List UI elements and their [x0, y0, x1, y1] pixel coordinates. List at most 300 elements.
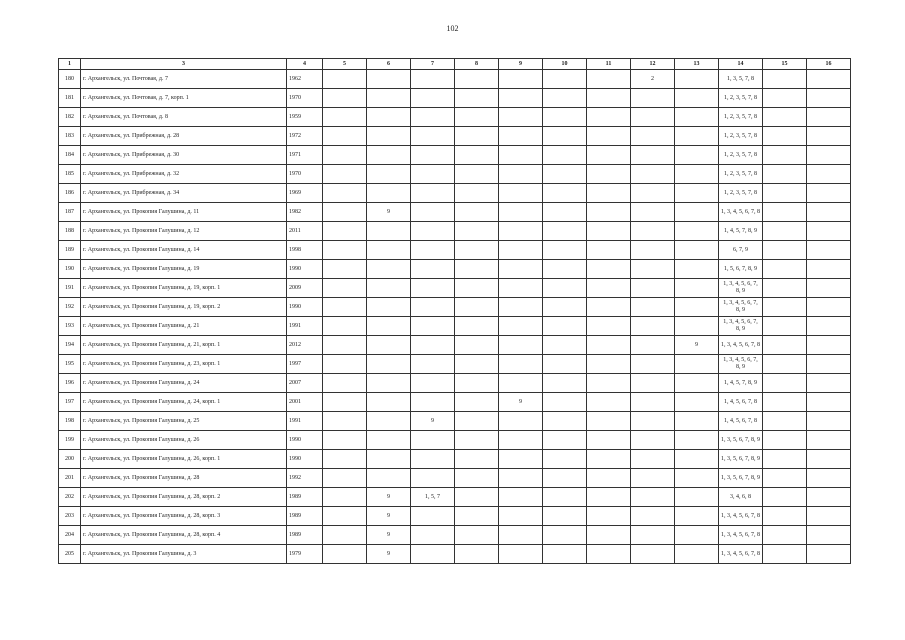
- address-cell: г. Архангельск, ул. Прибрежная, д. 28: [81, 127, 287, 146]
- value-cell: [587, 393, 631, 412]
- address-cell: г. Архангельск, ул. Прокопия Галушина, д. 26, корп. 1: [81, 450, 287, 469]
- value-cell: [807, 298, 851, 317]
- row-number-cell: 202: [59, 488, 81, 507]
- value-cell: [675, 488, 719, 507]
- value-cell: [807, 526, 851, 545]
- row-number-cell: 181: [59, 89, 81, 108]
- value-cell: [587, 203, 631, 222]
- value-cell: [763, 450, 807, 469]
- row-number-cell: 187: [59, 203, 81, 222]
- value-cell: [367, 89, 411, 108]
- value-cell: [675, 469, 719, 488]
- value-cell: [455, 355, 499, 374]
- value-cell: [323, 469, 367, 488]
- value-cell: [631, 317, 675, 336]
- value-cell: [763, 279, 807, 298]
- value-cell: [323, 184, 367, 203]
- value-cell: [411, 298, 455, 317]
- codes-cell: 1, 3, 4, 5, 6, 7, 8: [719, 526, 763, 545]
- value-cell: [763, 355, 807, 374]
- value-cell: [455, 279, 499, 298]
- value-cell: [587, 488, 631, 507]
- row-number-cell: 191: [59, 279, 81, 298]
- value-cell: [807, 89, 851, 108]
- value-cell: [367, 431, 411, 450]
- value-cell: [499, 355, 543, 374]
- value-cell: [543, 70, 587, 89]
- value-cell: [587, 222, 631, 241]
- value-cell: [367, 184, 411, 203]
- value-cell: [499, 317, 543, 336]
- value-cell: [455, 222, 499, 241]
- value-cell: [411, 355, 455, 374]
- value-cell: [455, 70, 499, 89]
- codes-cell: 1, 4, 5, 7, 8, 9: [719, 222, 763, 241]
- value-cell: [631, 545, 675, 564]
- address-cell: г. Архангельск, ул. Прокопия Галушина, д. 21, корп. 1: [81, 336, 287, 355]
- value-cell: [631, 469, 675, 488]
- value-cell: [543, 526, 587, 545]
- value-cell: [807, 488, 851, 507]
- row-number-cell: 201: [59, 469, 81, 488]
- value-cell: [543, 184, 587, 203]
- value-cell: [367, 279, 411, 298]
- address-cell: г. Архангельск, ул. Прокопия Галушина, д. 11: [81, 203, 287, 222]
- value-cell: [411, 260, 455, 279]
- value-cell: [763, 317, 807, 336]
- address-cell: г. Архангельск, ул. Прокопия Галушина, д. 26: [81, 431, 287, 450]
- year-cell: 1982: [287, 203, 323, 222]
- value-cell: [675, 108, 719, 127]
- year-cell: 1970: [287, 89, 323, 108]
- table-row: [59, 70, 851, 89]
- codes-cell: 1, 4, 5, 7, 8, 9: [719, 374, 763, 393]
- codes-cell: 1, 3, 4, 5, 6, 7, 8, 9: [719, 317, 763, 336]
- codes-cell: 3, 4, 6, 8: [719, 488, 763, 507]
- row-number-cell: 192: [59, 298, 81, 317]
- value-cell: [499, 526, 543, 545]
- value-cell: 9: [411, 412, 455, 431]
- value-cell: [807, 469, 851, 488]
- table-row: [59, 431, 851, 450]
- value-cell: [367, 393, 411, 412]
- value-cell: [499, 70, 543, 89]
- value-cell: [499, 279, 543, 298]
- codes-cell: 1, 2, 3, 5, 7, 8: [719, 127, 763, 146]
- year-cell: 1990: [287, 450, 323, 469]
- codes-cell: 1, 3, 4, 5, 6, 7, 8, 9: [719, 279, 763, 298]
- address-cell: г. Архангельск, ул. Прокопия Галушина, д. 28, корп. 2: [81, 488, 287, 507]
- codes-cell: 1, 2, 3, 5, 7, 8: [719, 165, 763, 184]
- value-cell: [763, 393, 807, 412]
- value-cell: [675, 184, 719, 203]
- address-cell: г. Архангельск, ул. Почтовая, д. 8: [81, 108, 287, 127]
- year-cell: 1992: [287, 469, 323, 488]
- table-row: [59, 412, 851, 431]
- value-cell: [499, 146, 543, 165]
- year-cell: 1998: [287, 241, 323, 260]
- value-cell: [763, 146, 807, 165]
- value-cell: [631, 336, 675, 355]
- value-cell: [411, 374, 455, 393]
- value-cell: [763, 222, 807, 241]
- row-number-cell: 182: [59, 108, 81, 127]
- value-cell: [455, 260, 499, 279]
- value-cell: [543, 108, 587, 127]
- row-number-cell: 184: [59, 146, 81, 165]
- year-cell: 1959: [287, 108, 323, 127]
- value-cell: [543, 260, 587, 279]
- value-cell: [543, 545, 587, 564]
- address-cell: г. Архангельск, ул. Прокопия Галушина, д. 25: [81, 412, 287, 431]
- value-cell: [411, 70, 455, 89]
- value-cell: [587, 374, 631, 393]
- value-cell: [763, 412, 807, 431]
- value-cell: [807, 260, 851, 279]
- value-cell: [631, 298, 675, 317]
- value-cell: [499, 374, 543, 393]
- codes-cell: 1, 2, 3, 5, 7, 8: [719, 108, 763, 127]
- column-header: 9: [499, 59, 543, 70]
- value-cell: [411, 507, 455, 526]
- row-number-cell: 185: [59, 165, 81, 184]
- table-row: [59, 469, 851, 488]
- value-cell: [543, 374, 587, 393]
- value-cell: [631, 412, 675, 431]
- table-row: [59, 507, 851, 526]
- value-cell: [499, 203, 543, 222]
- table-body: [59, 70, 851, 564]
- value-cell: [587, 260, 631, 279]
- value-cell: [543, 336, 587, 355]
- value-cell: [323, 488, 367, 507]
- value-cell: [587, 108, 631, 127]
- column-header: 8: [455, 59, 499, 70]
- value-cell: [675, 526, 719, 545]
- value-cell: [675, 374, 719, 393]
- value-cell: [763, 488, 807, 507]
- value-cell: [499, 450, 543, 469]
- year-cell: 1997: [287, 355, 323, 374]
- row-number-cell: 180: [59, 70, 81, 89]
- table-row: [59, 108, 851, 127]
- value-cell: [543, 89, 587, 108]
- value-cell: [543, 241, 587, 260]
- value-cell: [631, 355, 675, 374]
- table-row: [59, 165, 851, 184]
- value-cell: [807, 165, 851, 184]
- value-cell: [455, 374, 499, 393]
- value-cell: [807, 317, 851, 336]
- value-cell: [543, 317, 587, 336]
- value-cell: [675, 89, 719, 108]
- value-cell: [411, 222, 455, 241]
- value-cell: [763, 184, 807, 203]
- value-cell: [807, 431, 851, 450]
- value-cell: [763, 89, 807, 108]
- address-cell: г. Архангельск, ул. Прокопия Галушина, д. 21: [81, 317, 287, 336]
- codes-cell: 6, 7, 9: [719, 241, 763, 260]
- value-cell: [367, 108, 411, 127]
- value-cell: [367, 317, 411, 336]
- address-cell: г. Архангельск, ул. Прибрежная, д. 34: [81, 184, 287, 203]
- value-cell: [675, 393, 719, 412]
- value-cell: [455, 488, 499, 507]
- address-cell: г. Архангельск, ул. Прокопия Галушина, д. 3: [81, 545, 287, 564]
- value-cell: [631, 526, 675, 545]
- table-row: [59, 279, 851, 298]
- value-cell: [323, 203, 367, 222]
- table-row: [59, 260, 851, 279]
- value-cell: [675, 412, 719, 431]
- value-cell: [631, 222, 675, 241]
- value-cell: [675, 507, 719, 526]
- value-cell: 9: [367, 488, 411, 507]
- value-cell: [499, 222, 543, 241]
- value-cell: [543, 412, 587, 431]
- value-cell: [763, 165, 807, 184]
- value-cell: [543, 146, 587, 165]
- value-cell: [367, 469, 411, 488]
- value-cell: [367, 70, 411, 89]
- value-cell: [499, 336, 543, 355]
- value-cell: [807, 507, 851, 526]
- codes-cell: 1, 3, 5, 6, 7, 8, 9: [719, 431, 763, 450]
- year-cell: 1971: [287, 146, 323, 165]
- value-cell: [455, 146, 499, 165]
- value-cell: [763, 70, 807, 89]
- table-row: [59, 450, 851, 469]
- value-cell: [411, 184, 455, 203]
- value-cell: [763, 526, 807, 545]
- row-number-cell: 205: [59, 545, 81, 564]
- value-cell: [807, 70, 851, 89]
- table-row: [59, 374, 851, 393]
- value-cell: [543, 165, 587, 184]
- codes-cell: 1, 3, 4, 5, 6, 7, 8: [719, 203, 763, 222]
- value-cell: [455, 203, 499, 222]
- table-row: [59, 146, 851, 165]
- value-cell: [411, 127, 455, 146]
- value-cell: [675, 355, 719, 374]
- value-cell: [543, 431, 587, 450]
- value-cell: [763, 108, 807, 127]
- value-cell: [411, 146, 455, 165]
- table-row: [59, 317, 851, 336]
- table-header-row: [59, 59, 851, 70]
- value-cell: [367, 222, 411, 241]
- year-cell: 1990: [287, 298, 323, 317]
- value-cell: [631, 507, 675, 526]
- row-number-cell: 198: [59, 412, 81, 431]
- table-row: [59, 488, 851, 507]
- value-cell: [807, 279, 851, 298]
- value-cell: [411, 526, 455, 545]
- value-cell: [323, 165, 367, 184]
- row-number-cell: 197: [59, 393, 81, 412]
- value-cell: [587, 298, 631, 317]
- value-cell: [675, 545, 719, 564]
- value-cell: 1, 5, 7: [411, 488, 455, 507]
- value-cell: [367, 146, 411, 165]
- year-cell: 1990: [287, 431, 323, 450]
- value-cell: [499, 412, 543, 431]
- value-cell: [631, 374, 675, 393]
- value-cell: [499, 184, 543, 203]
- year-cell: 2012: [287, 336, 323, 355]
- value-cell: [675, 222, 719, 241]
- address-cell: г. Архангельск, ул. Прибрежная, д. 30: [81, 146, 287, 165]
- value-cell: [587, 450, 631, 469]
- row-number-cell: 183: [59, 127, 81, 146]
- codes-cell: 1, 3, 4, 5, 6, 7, 8: [719, 545, 763, 564]
- value-cell: [323, 298, 367, 317]
- value-cell: [587, 127, 631, 146]
- year-cell: 1991: [287, 317, 323, 336]
- value-cell: [455, 545, 499, 564]
- table-row: [59, 222, 851, 241]
- value-cell: [411, 469, 455, 488]
- value-cell: [675, 165, 719, 184]
- value-cell: [763, 241, 807, 260]
- value-cell: [587, 469, 631, 488]
- value-cell: [323, 146, 367, 165]
- value-cell: [807, 222, 851, 241]
- value-cell: [499, 241, 543, 260]
- value-cell: [367, 298, 411, 317]
- value-cell: [807, 184, 851, 203]
- value-cell: [367, 260, 411, 279]
- value-cell: [499, 298, 543, 317]
- value-cell: [675, 203, 719, 222]
- year-cell: 2011: [287, 222, 323, 241]
- column-header: 11: [587, 59, 631, 70]
- value-cell: [411, 545, 455, 564]
- value-cell: [675, 298, 719, 317]
- value-cell: [675, 127, 719, 146]
- value-cell: [499, 488, 543, 507]
- value-cell: [411, 450, 455, 469]
- value-cell: [455, 165, 499, 184]
- value-cell: [455, 241, 499, 260]
- value-cell: 9: [367, 526, 411, 545]
- codes-cell: 1, 2, 3, 5, 7, 8: [719, 146, 763, 165]
- value-cell: [499, 127, 543, 146]
- year-cell: 1970: [287, 165, 323, 184]
- value-cell: [411, 241, 455, 260]
- value-cell: [499, 260, 543, 279]
- year-cell: 1989: [287, 488, 323, 507]
- codes-cell: 1, 3, 4, 5, 6, 7, 8: [719, 507, 763, 526]
- value-cell: 9: [675, 336, 719, 355]
- value-cell: [763, 545, 807, 564]
- address-cell: г. Архангельск, ул. Прокопия Галушина, д. 23, корп. 1: [81, 355, 287, 374]
- value-cell: [367, 165, 411, 184]
- table-row: [59, 127, 851, 146]
- year-cell: 1962: [287, 70, 323, 89]
- value-cell: [499, 89, 543, 108]
- value-cell: [587, 70, 631, 89]
- value-cell: [455, 412, 499, 431]
- value-cell: [763, 203, 807, 222]
- row-number-cell: 195: [59, 355, 81, 374]
- codes-cell: 1, 2, 3, 5, 7, 8: [719, 184, 763, 203]
- value-cell: [631, 450, 675, 469]
- value-cell: 2: [631, 70, 675, 89]
- value-cell: [543, 127, 587, 146]
- codes-cell: 1, 3, 5, 6, 7, 8, 9: [719, 450, 763, 469]
- column-header: 14: [719, 59, 763, 70]
- address-cell: г. Архангельск, ул. Прокопия Галушина, д. 24: [81, 374, 287, 393]
- value-cell: [499, 545, 543, 564]
- housing-registry-table: [58, 58, 851, 564]
- value-cell: [543, 222, 587, 241]
- row-number-cell: 200: [59, 450, 81, 469]
- column-header: 1: [59, 59, 81, 70]
- value-cell: [631, 165, 675, 184]
- value-cell: [455, 89, 499, 108]
- value-cell: [807, 374, 851, 393]
- year-cell: 1989: [287, 507, 323, 526]
- row-number-cell: 190: [59, 260, 81, 279]
- codes-cell: 1, 3, 5, 7, 8: [719, 70, 763, 89]
- value-cell: [543, 393, 587, 412]
- year-cell: 2001: [287, 393, 323, 412]
- value-cell: [499, 469, 543, 488]
- value-cell: [367, 355, 411, 374]
- value-cell: [543, 298, 587, 317]
- value-cell: [499, 431, 543, 450]
- year-cell: 1991: [287, 412, 323, 431]
- value-cell: [323, 241, 367, 260]
- table-row: [59, 545, 851, 564]
- value-cell: [455, 431, 499, 450]
- table-row: [59, 203, 851, 222]
- value-cell: [631, 279, 675, 298]
- value-cell: [675, 279, 719, 298]
- value-cell: [675, 317, 719, 336]
- value-cell: [763, 336, 807, 355]
- value-cell: [323, 260, 367, 279]
- row-number-cell: 188: [59, 222, 81, 241]
- value-cell: [587, 355, 631, 374]
- value-cell: [323, 507, 367, 526]
- address-cell: г. Архангельск, ул. Прибрежная, д. 32: [81, 165, 287, 184]
- value-cell: 9: [367, 203, 411, 222]
- column-header: 15: [763, 59, 807, 70]
- value-cell: [543, 279, 587, 298]
- value-cell: [323, 108, 367, 127]
- codes-cell: 1, 3, 4, 5, 6, 7, 8, 9: [719, 355, 763, 374]
- codes-cell: 1, 5, 6, 7, 8, 9: [719, 260, 763, 279]
- value-cell: [367, 374, 411, 393]
- value-cell: [367, 241, 411, 260]
- value-cell: [631, 146, 675, 165]
- value-cell: [543, 507, 587, 526]
- codes-cell: 1, 3, 5, 6, 7, 8, 9: [719, 469, 763, 488]
- value-cell: [675, 260, 719, 279]
- value-cell: [323, 545, 367, 564]
- value-cell: 9: [367, 545, 411, 564]
- value-cell: [587, 241, 631, 260]
- row-number-cell: 189: [59, 241, 81, 260]
- column-header: 3: [81, 59, 287, 70]
- value-cell: [543, 203, 587, 222]
- row-number-cell: 199: [59, 431, 81, 450]
- value-cell: [807, 393, 851, 412]
- value-cell: [587, 431, 631, 450]
- value-cell: [631, 260, 675, 279]
